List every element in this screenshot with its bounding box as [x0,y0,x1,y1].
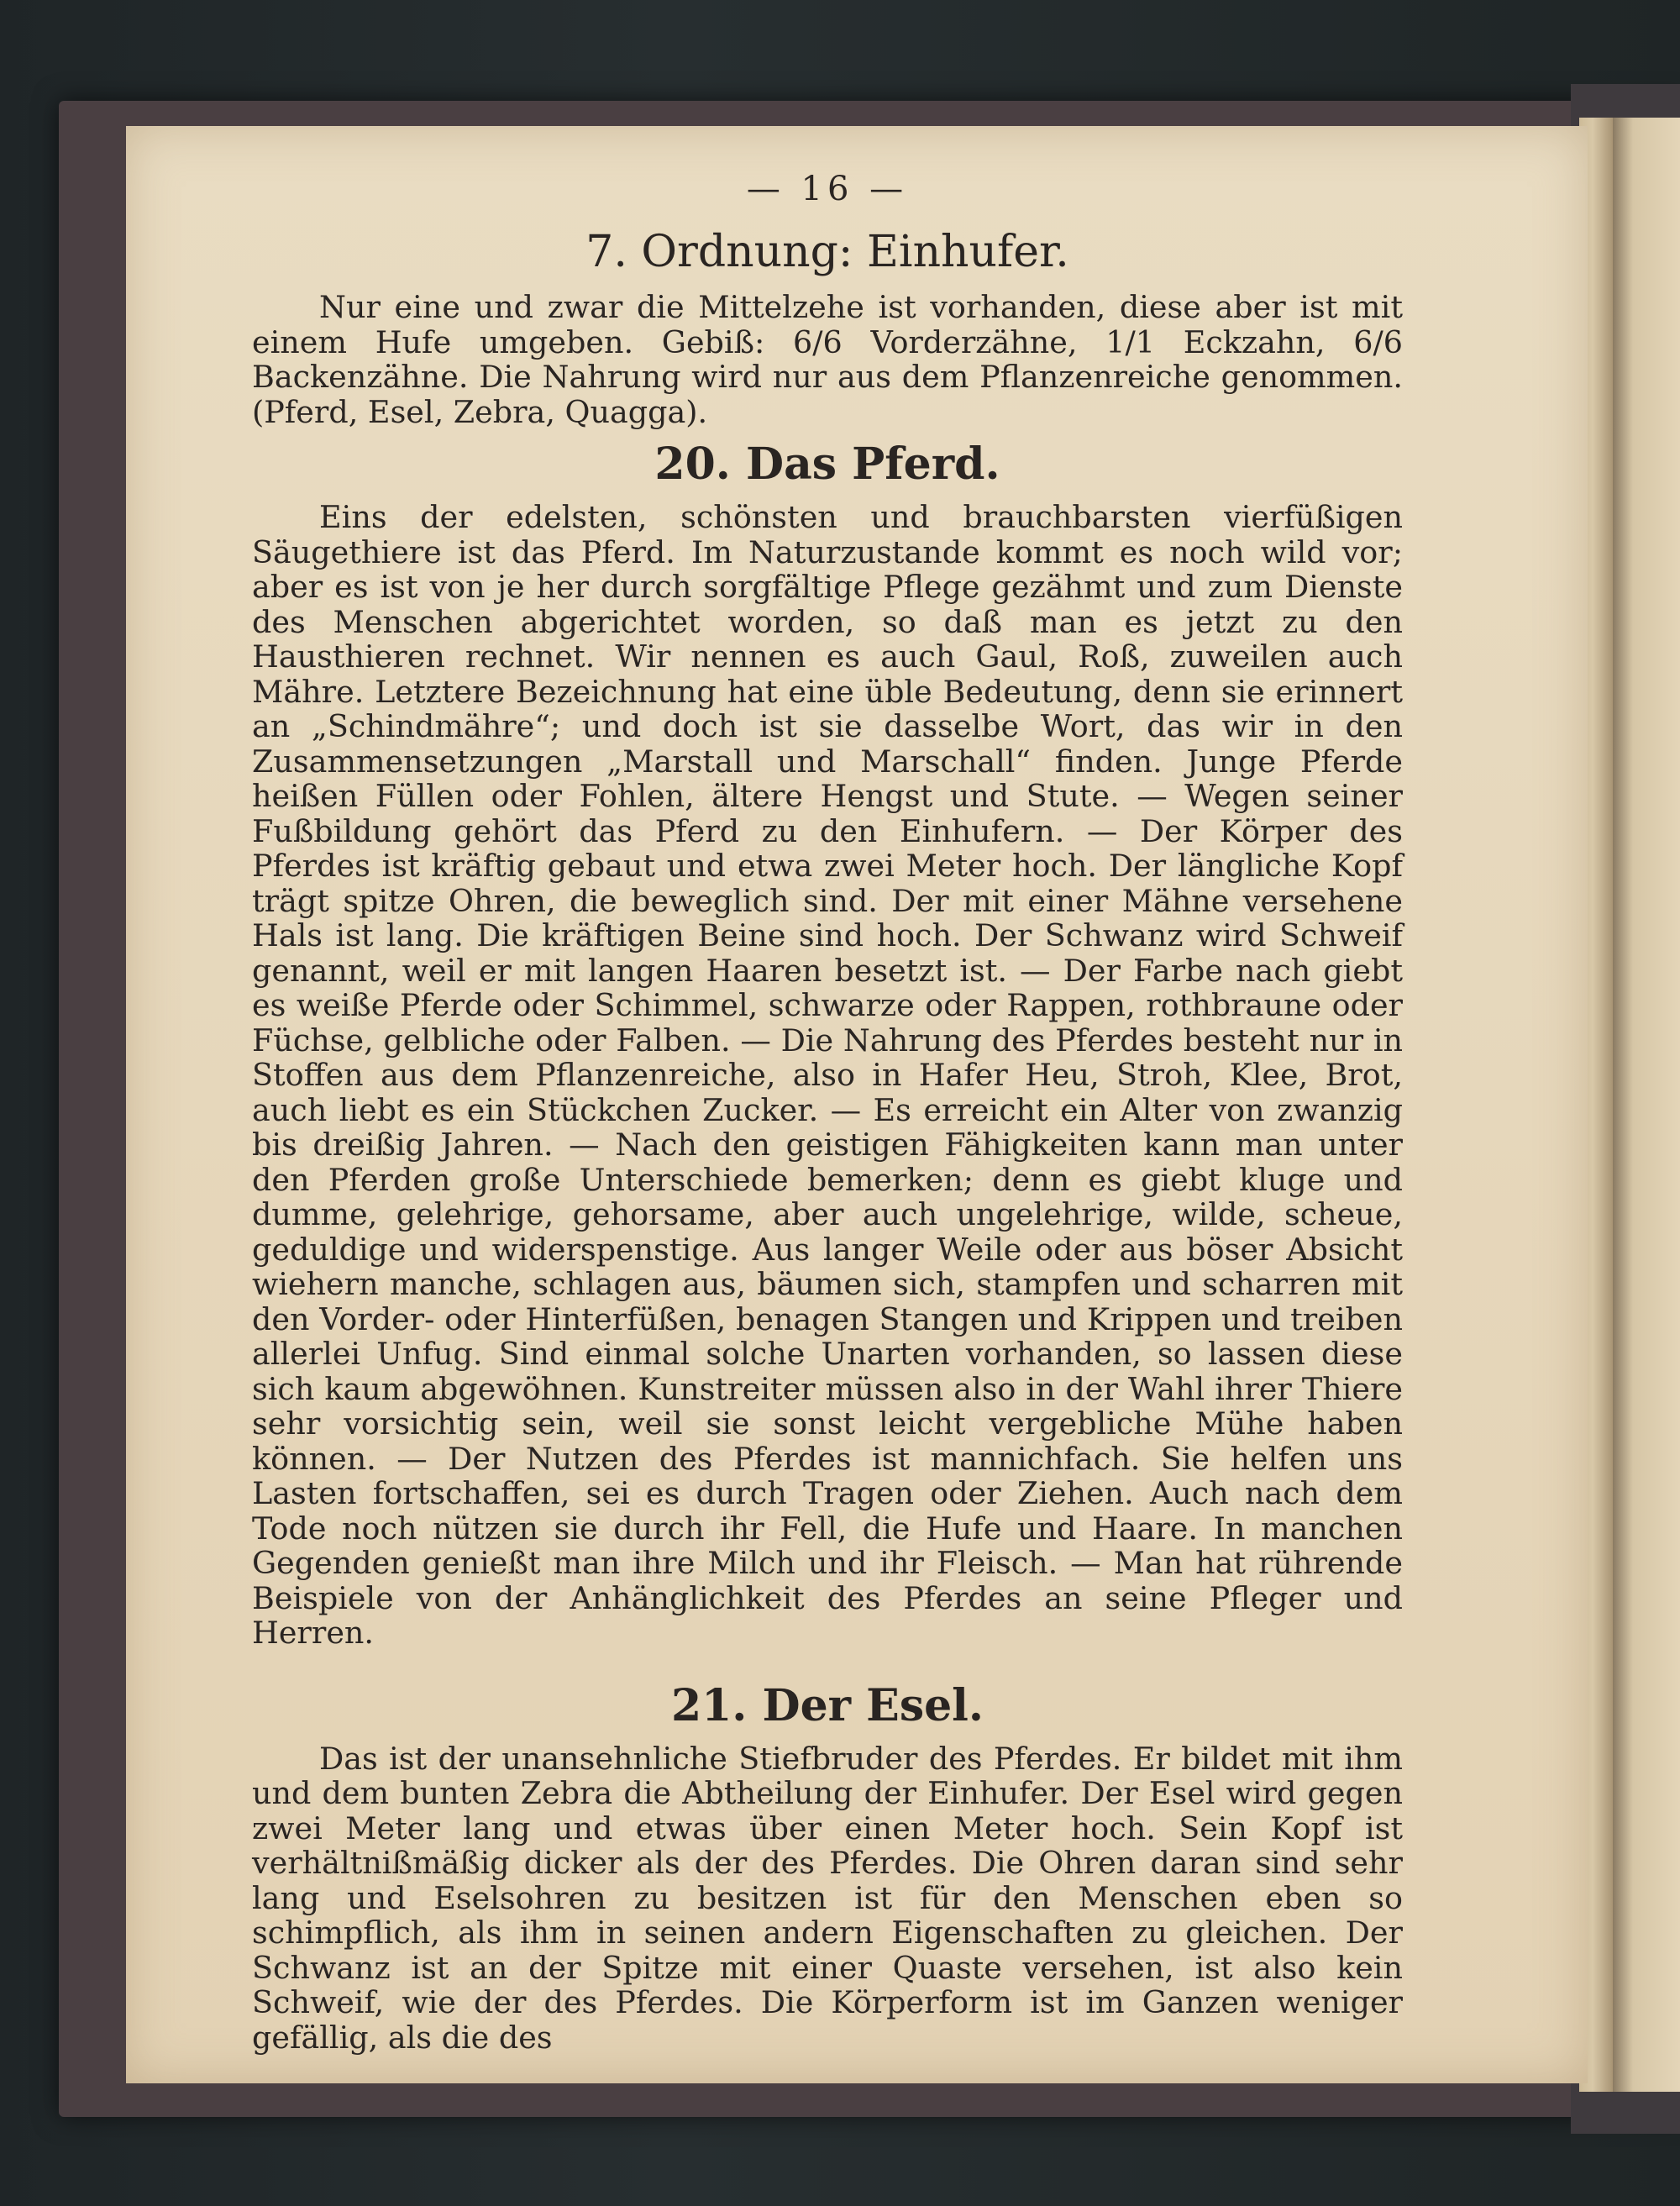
page-number: — 16 — [746,170,909,208]
next-page-edge [1613,118,1680,2092]
order-paragraph: Nur eine und zwar die Mittelzehe ist vorhanden, diese aber ist mit einem Hufe umgeben. Gebiß: 6/6 Vorderzähne, 1/1 Eckzahn, 6/6 Backenzähne. Die Nahrung wird nur aus dem Pflanzenreiche genommen. (Pferd, Esel, Zebra, Quagga). [252,289,1403,430]
section-paragraph-esel: Das ist der unansehnliche Stiefbruder des Pferdes. Er bildet mit ihm und dem bunten Zebra die Abtheilung der Einhufer. Der Esel wird gegen zwei Meter lang und etwas über einen Meter hoch. Sein Kopf ist verhältnißmäßig dicker als der des Pferdes. Die Ohren daran sind sehr lang und Eselsohren zu besitzen ist für den Menschen eben so schimpflich, als ihm in seinen andern Eigenschaften zu gleichen. Der Schwanz ist an der Spitze mit einer Quaste versehen, ist also kein Schweif, wie der des Pferdes. Die Körperform ist im Ganzen weniger gefällig, als die des [252,1740,1403,2056]
section-heading-pferd: 20. Das Pferd. [654,439,1000,490]
order-heading: 7. Ordnung: Einhufer. [585,227,1069,277]
section-paragraph-pferd: Eins der edelsten, schönsten und brauchbarsten vierfüßigen Säugethiere ist das Pferd. Im Naturzustande kommt es noch wild vor; aber es ist von je her durch sorgfältige Pflege gezähmt und zum Dienste des Menschen abgerichtet worden, so daß man es jetzt zu den Hausthieren rechnet. Wir nennen es auch Gaul, Roß, zuweilen auch Mähre. Letztere Bezeichnung hat eine üble Bedeutung, denn sie erinnert an „Schindmähre“; und doch ist sie dasselbe Wort, das wir in den Zusammensetzungen „Marstall und Marschall“ finden. Junge Pferde heißen Füllen oder Fohlen, ältere Hengst und Stute. — Wegen seiner Fußbildung gehört das Pferd zu den Einhufern. — Der Körper des Pferdes ist kräftig gebaut und etwa zwei Meter hoch. Der längliche Kopf trägt spitze Ohren, die beweglich sind. Der mit einer Mähne versehene Hals ist lang. Die kräftigen Beine sind hoch. Der Schwanz wird Schweif genannt, weil er mit langen Haaren besetzt ist. — Der Farbe nach giebt es weiße Pferde oder Schimmel, schwarze oder Rappen, rothbraune oder Füchse, gelbliche oder Falben. — Die Nahrung des Pferdes besteht nur in Stoffen aus dem Pflanzenreiche, also in Hafer Heu, Stroh, Klee, Brot, auch liebt es ein Stückchen Zucker. — Es erreicht ein Alter von zwanzig bis dreißig Jahren. — Nach den geistigen Fähigkeiten kann man unter den Pferden große Unterschiede bemerken; denn es giebt kluge und dumme, gelehrige, gehorsame, aber auch ungelehrige, wilde, scheue, geduldige und widerspenstige. Aus langer Weile oder aus böser Absicht wiehern manche, schlagen aus, bäumen sich, stampfen und scharren mit den Vorder- oder Hinterfüßen, benagen Stangen und Krippen und treiben allerlei Unfug. Sind einmal solche Unarten vorhanden, so lassen diese sich kaum abgewöhnen. Kunstreiter müssen also in der Wahl ihrer Thiere sehr vorsichtig sein, weil sie sonst leicht vergebliche Mühe haben können. — Der Nutzen des Pferdes ist mannichfach. Sie helfen uns Lasten fortschaffen, sei es durch Tragen oder Ziehen. Auch nach dem Tode noch nützen sie durch ihr Fell, die Hufe und Haare. In manchen Gegenden genießt man ihre Milch und ihr Fleisch. — Man hat rührende Beispiele von der Anhänglichkeit des Pferdes an seine Pfleger und Herren. [252,499,1403,1651]
page-content [252,164,1403,2055]
section-heading-esel: 21. Der Esel. [670,1679,984,1731]
